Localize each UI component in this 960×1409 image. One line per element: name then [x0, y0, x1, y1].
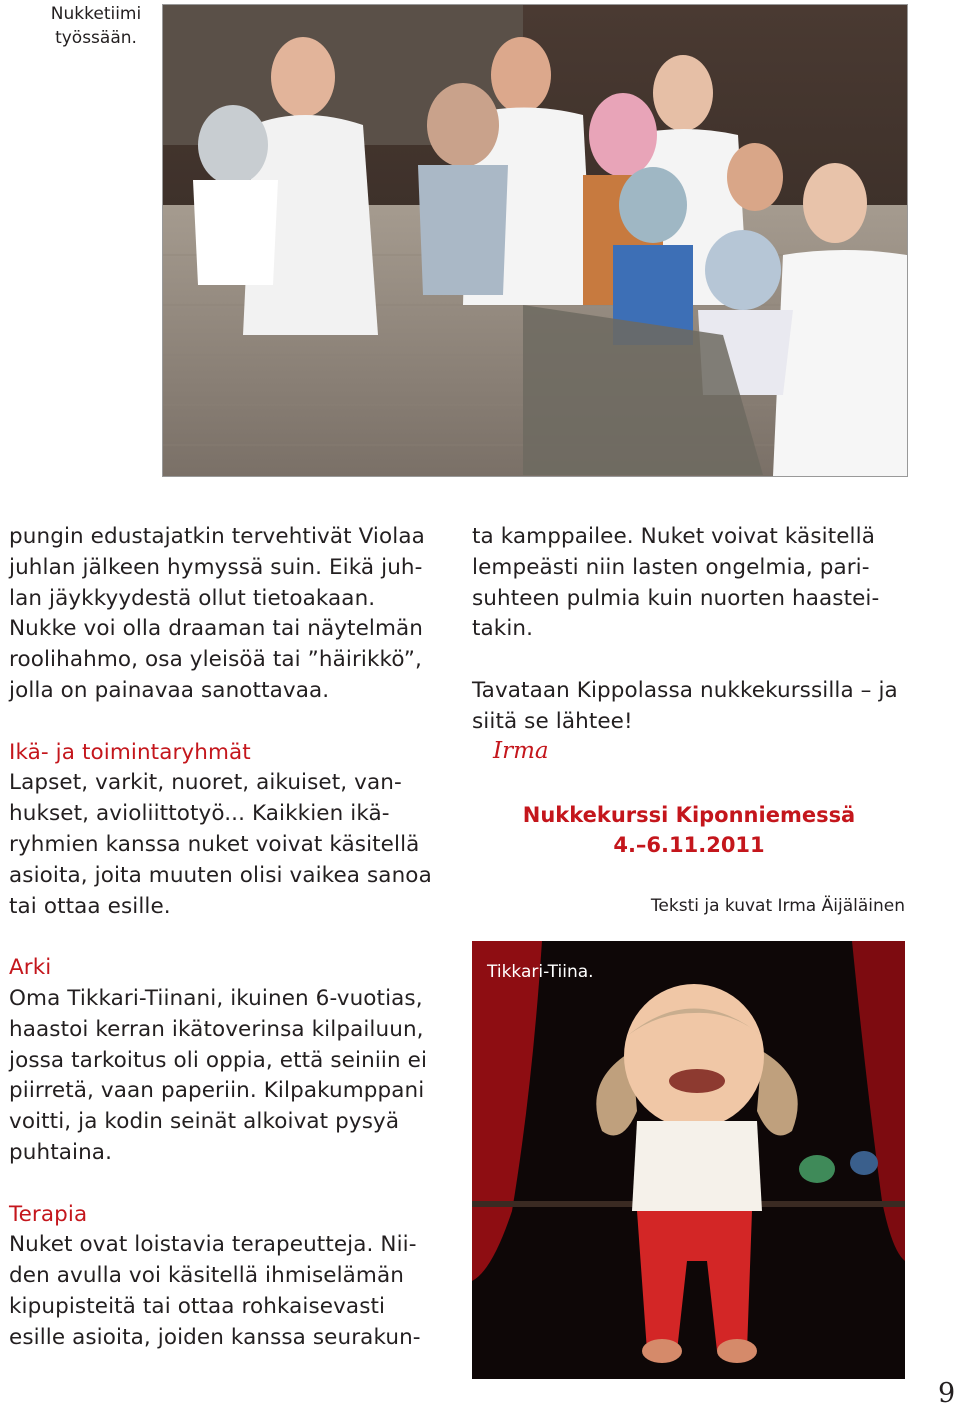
bottom-photo-tikkari-tiina: [472, 941, 905, 1379]
text-line: roolihahmo, osa yleisöä tai ”häirikkö”,: [9, 647, 422, 673]
text-line: lan jäykkyydestä ollut tietoakaan.: [9, 585, 376, 611]
text-line: piirretä, vaan paperiin. Kilpakumppani: [9, 1078, 425, 1104]
text-line: Oma Tikkari-Tiinani, ikuinen 6-vuotias,: [9, 985, 423, 1011]
section-heading-arki: Arki: [9, 955, 52, 981]
photo-credit: Teksti ja kuvat Irma Äijäläinen: [650, 896, 905, 916]
course-title: Nukkekurssi Kiponniemessä: [522, 803, 856, 827]
text-line: Nuket ovat loistavia terapeutteja. Nii-: [9, 1232, 417, 1258]
text-line: suhteen pulmia kuin nuorten haastei-: [472, 585, 880, 611]
text-line: asioita, joita muuten olisi vaikea sanoa: [9, 862, 432, 888]
course-announcement: [472, 800, 906, 860]
text-line: ryhmien kanssa nuket voivat käsitellä: [9, 831, 420, 857]
text-line: Nukke voi olla draaman tai näytelmän: [9, 616, 424, 642]
tikkari-tiina-illustration: [472, 941, 905, 1379]
text-line: puhtaina.: [9, 1139, 113, 1165]
section-heading-terapia: Terapia: [9, 1201, 88, 1227]
top-photo-puppet-team: [162, 4, 908, 477]
page-number: 9: [938, 1378, 956, 1409]
course-dates: 4.–6.11.2011: [613, 833, 765, 857]
text-line: voitti, ja kodin seinät alkoivat pysyä: [9, 1109, 400, 1135]
section-heading-age-groups: Ikä- ja toimintaryhmät: [9, 739, 251, 765]
left-column: [9, 522, 441, 1354]
text-line: den avulla voi käsitellä ihmiselämän: [9, 1263, 404, 1289]
text-line: kipupisteitä tai ottaa rohkaisevasti: [9, 1293, 386, 1319]
top-photo-caption: Nukketiimi työssään.: [50, 4, 142, 48]
text-line: haastoi kerran ikätoverinsa kilpailuun,: [9, 1016, 424, 1042]
text-line: esille asioita, joiden kanssa seurakun-: [9, 1324, 421, 1350]
text-line: Tavataan Kippolassa nukkekurssilla – ja: [472, 677, 898, 703]
puppet-team-illustration: [163, 5, 907, 476]
text-line: Lapset, varkit, nuoret, aikuiset, van-: [9, 770, 402, 796]
text-line: jolla on painavaa sanottavaa.: [9, 677, 330, 703]
text-line: hukset, avioliittotyö... Kaikkien ikä-: [9, 801, 390, 827]
text-line: ta kamppailee. Nuket voivat käsitellä: [472, 524, 875, 549]
right-column: [472, 522, 906, 738]
text-line: juhlan jälkeen hymyssä suin. Eikä juh-: [9, 554, 423, 580]
text-line: tai ottaa esille.: [9, 893, 171, 919]
text-line: lempeästi niin lasten ongelmia, pari-: [472, 554, 870, 580]
text-line: pungin edustajatkin tervehtivät Violaa: [9, 524, 425, 549]
text-line: takin.: [472, 616, 534, 642]
bottom-photo-caption: Tikkari-Tiina.: [487, 962, 594, 982]
signature: Irma: [493, 738, 549, 764]
text-line: siitä se lähtee!: [472, 708, 633, 734]
text-line: jossa tarkoitus oli oppia, että seiniin ei: [9, 1047, 428, 1073]
